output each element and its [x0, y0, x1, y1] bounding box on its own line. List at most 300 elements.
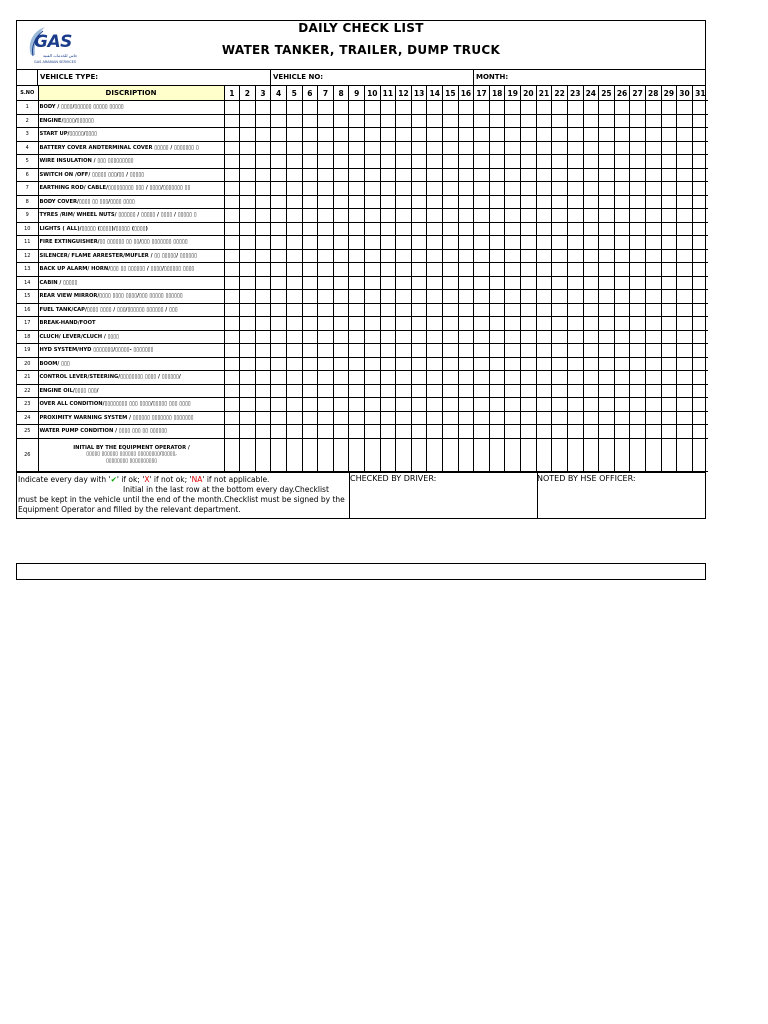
check-cell-day-5[interactable] [286, 371, 302, 385]
check-cell-day-29[interactable] [661, 357, 677, 371]
check-cell-day-28[interactable] [645, 195, 661, 209]
check-cell-day-27[interactable] [630, 317, 646, 331]
check-cell-day-3[interactable] [255, 236, 271, 250]
check-cell-day-31[interactable] [692, 398, 708, 412]
check-cell-day-31[interactable] [692, 303, 708, 317]
check-cell-day-11[interactable] [380, 290, 396, 304]
check-cell-day-1[interactable] [224, 249, 240, 263]
check-cell-day-14[interactable] [427, 155, 443, 169]
check-cell-day-4[interactable] [271, 276, 287, 290]
check-cell-day-22[interactable] [552, 222, 568, 236]
check-cell-day-3[interactable] [255, 290, 271, 304]
check-cell-day-7[interactable] [318, 114, 334, 128]
check-cell-day-24[interactable] [583, 114, 599, 128]
check-cell-day-27[interactable] [630, 384, 646, 398]
check-cell-day-23[interactable] [567, 128, 583, 142]
check-cell-day-10[interactable] [364, 168, 380, 182]
check-cell-day-12[interactable] [396, 263, 412, 277]
check-cell-day-25[interactable] [599, 263, 615, 277]
check-cell-day-5[interactable] [286, 128, 302, 142]
check-cell-day-1[interactable] [224, 155, 240, 169]
check-cell-day-7[interactable] [318, 317, 334, 331]
check-cell-day-29[interactable] [661, 371, 677, 385]
check-cell-day-1[interactable] [224, 317, 240, 331]
check-cell-day-1[interactable] [224, 236, 240, 250]
check-cell-day-11[interactable] [380, 398, 396, 412]
check-cell-day-4[interactable] [271, 195, 287, 209]
check-cell-day-30[interactable] [677, 344, 693, 358]
check-cell-day-25[interactable] [599, 182, 615, 196]
check-cell-day-19[interactable] [505, 371, 521, 385]
check-cell-day-26[interactable] [614, 357, 630, 371]
check-cell-day-31[interactable] [692, 101, 708, 115]
check-cell-day-4[interactable] [271, 344, 287, 358]
check-cell-day-19[interactable] [505, 141, 521, 155]
check-cell-day-5[interactable] [286, 114, 302, 128]
check-cell-day-25[interactable] [599, 317, 615, 331]
check-cell-day-26[interactable] [614, 182, 630, 196]
check-cell-day-29[interactable] [661, 276, 677, 290]
check-cell-day-24[interactable] [583, 195, 599, 209]
check-cell-day-19[interactable] [505, 128, 521, 142]
check-cell-day-26[interactable] [614, 398, 630, 412]
check-cell-day-29[interactable] [661, 236, 677, 250]
check-cell-day-8[interactable] [333, 425, 349, 439]
check-cell-day-26[interactable] [614, 344, 630, 358]
check-cell-day-3[interactable] [255, 101, 271, 115]
check-cell-day-13[interactable] [411, 182, 427, 196]
check-cell-day-27[interactable] [630, 371, 646, 385]
check-cell-day-16[interactable] [458, 249, 474, 263]
check-cell-day-27[interactable] [630, 276, 646, 290]
check-cell-day-10[interactable] [364, 128, 380, 142]
check-cell-day-26[interactable] [614, 411, 630, 425]
check-cell-day-18[interactable] [489, 101, 505, 115]
check-cell-day-20[interactable] [521, 114, 537, 128]
check-cell-day-29[interactable] [661, 101, 677, 115]
check-cell-day-26[interactable] [614, 384, 630, 398]
initial-cell-day-4[interactable] [271, 438, 287, 471]
check-cell-day-25[interactable] [599, 398, 615, 412]
check-cell-day-21[interactable] [536, 303, 552, 317]
check-cell-day-10[interactable] [364, 317, 380, 331]
check-cell-day-8[interactable] [333, 168, 349, 182]
initial-cell-day-19[interactable] [505, 438, 521, 471]
check-cell-day-21[interactable] [536, 182, 552, 196]
check-cell-day-17[interactable] [474, 276, 490, 290]
check-cell-day-6[interactable] [302, 357, 318, 371]
check-cell-day-31[interactable] [692, 411, 708, 425]
check-cell-day-2[interactable] [240, 398, 256, 412]
check-cell-day-15[interactable] [443, 128, 459, 142]
check-cell-day-21[interactable] [536, 290, 552, 304]
check-cell-day-12[interactable] [396, 114, 412, 128]
check-cell-day-14[interactable] [427, 357, 443, 371]
check-cell-day-22[interactable] [552, 168, 568, 182]
check-cell-day-29[interactable] [661, 425, 677, 439]
check-cell-day-18[interactable] [489, 371, 505, 385]
check-cell-day-5[interactable] [286, 168, 302, 182]
check-cell-day-12[interactable] [396, 290, 412, 304]
check-cell-day-14[interactable] [427, 263, 443, 277]
check-cell-day-18[interactable] [489, 411, 505, 425]
check-cell-day-21[interactable] [536, 317, 552, 331]
check-cell-day-2[interactable] [240, 303, 256, 317]
check-cell-day-1[interactable] [224, 398, 240, 412]
check-cell-day-20[interactable] [521, 425, 537, 439]
check-cell-day-12[interactable] [396, 357, 412, 371]
check-cell-day-8[interactable] [333, 303, 349, 317]
check-cell-day-26[interactable] [614, 209, 630, 223]
check-cell-day-29[interactable] [661, 249, 677, 263]
check-cell-day-27[interactable] [630, 236, 646, 250]
check-cell-day-7[interactable] [318, 371, 334, 385]
check-cell-day-16[interactable] [458, 222, 474, 236]
check-cell-day-29[interactable] [661, 317, 677, 331]
check-cell-day-27[interactable] [630, 182, 646, 196]
check-cell-day-25[interactable] [599, 168, 615, 182]
check-cell-day-3[interactable] [255, 276, 271, 290]
check-cell-day-6[interactable] [302, 344, 318, 358]
check-cell-day-22[interactable] [552, 330, 568, 344]
check-cell-day-17[interactable] [474, 263, 490, 277]
check-cell-day-4[interactable] [271, 155, 287, 169]
check-cell-day-10[interactable] [364, 398, 380, 412]
check-cell-day-21[interactable] [536, 236, 552, 250]
check-cell-day-28[interactable] [645, 411, 661, 425]
check-cell-day-30[interactable] [677, 249, 693, 263]
check-cell-day-19[interactable] [505, 209, 521, 223]
check-cell-day-9[interactable] [349, 236, 365, 250]
initial-cell-day-18[interactable] [489, 438, 505, 471]
check-cell-day-6[interactable] [302, 276, 318, 290]
check-cell-day-26[interactable] [614, 168, 630, 182]
check-cell-day-19[interactable] [505, 344, 521, 358]
check-cell-day-24[interactable] [583, 128, 599, 142]
check-cell-day-17[interactable] [474, 249, 490, 263]
check-cell-day-29[interactable] [661, 155, 677, 169]
check-cell-day-7[interactable] [318, 384, 334, 398]
check-cell-day-4[interactable] [271, 303, 287, 317]
check-cell-day-12[interactable] [396, 195, 412, 209]
check-cell-day-15[interactable] [443, 263, 459, 277]
check-cell-day-21[interactable] [536, 141, 552, 155]
check-cell-day-19[interactable] [505, 114, 521, 128]
check-cell-day-3[interactable] [255, 155, 271, 169]
check-cell-day-5[interactable] [286, 398, 302, 412]
check-cell-day-9[interactable] [349, 425, 365, 439]
check-cell-day-30[interactable] [677, 155, 693, 169]
check-cell-day-11[interactable] [380, 425, 396, 439]
check-cell-day-24[interactable] [583, 384, 599, 398]
check-cell-day-27[interactable] [630, 303, 646, 317]
check-cell-day-10[interactable] [364, 425, 380, 439]
check-cell-day-22[interactable] [552, 425, 568, 439]
check-cell-day-5[interactable] [286, 425, 302, 439]
check-cell-day-16[interactable] [458, 398, 474, 412]
check-cell-day-5[interactable] [286, 141, 302, 155]
check-cell-day-23[interactable] [567, 425, 583, 439]
check-cell-day-13[interactable] [411, 384, 427, 398]
check-cell-day-20[interactable] [521, 195, 537, 209]
check-cell-day-23[interactable] [567, 249, 583, 263]
check-cell-day-10[interactable] [364, 344, 380, 358]
check-cell-day-19[interactable] [505, 384, 521, 398]
check-cell-day-22[interactable] [552, 290, 568, 304]
check-cell-day-18[interactable] [489, 384, 505, 398]
check-cell-day-7[interactable] [318, 141, 334, 155]
check-cell-day-29[interactable] [661, 398, 677, 412]
check-cell-day-8[interactable] [333, 398, 349, 412]
check-cell-day-17[interactable] [474, 114, 490, 128]
check-cell-day-31[interactable] [692, 384, 708, 398]
check-cell-day-17[interactable] [474, 303, 490, 317]
check-cell-day-5[interactable] [286, 101, 302, 115]
initial-cell-day-16[interactable] [458, 438, 474, 471]
check-cell-day-5[interactable] [286, 290, 302, 304]
check-cell-day-27[interactable] [630, 114, 646, 128]
check-cell-day-8[interactable] [333, 411, 349, 425]
check-cell-day-30[interactable] [677, 168, 693, 182]
check-cell-day-6[interactable] [302, 290, 318, 304]
check-cell-day-2[interactable] [240, 249, 256, 263]
check-cell-day-20[interactable] [521, 249, 537, 263]
check-cell-day-14[interactable] [427, 114, 443, 128]
check-cell-day-6[interactable] [302, 101, 318, 115]
check-cell-day-22[interactable] [552, 276, 568, 290]
check-cell-day-15[interactable] [443, 398, 459, 412]
check-cell-day-13[interactable] [411, 425, 427, 439]
vehicle-type-field[interactable]: VEHICLE TYPE: [38, 70, 271, 85]
check-cell-day-6[interactable] [302, 195, 318, 209]
check-cell-day-14[interactable] [427, 384, 443, 398]
initial-cell-day-20[interactable] [521, 438, 537, 471]
check-cell-day-14[interactable] [427, 425, 443, 439]
check-cell-day-18[interactable] [489, 357, 505, 371]
check-cell-day-25[interactable] [599, 155, 615, 169]
check-cell-day-18[interactable] [489, 236, 505, 250]
check-cell-day-2[interactable] [240, 101, 256, 115]
check-cell-day-2[interactable] [240, 384, 256, 398]
check-cell-day-23[interactable] [567, 114, 583, 128]
check-cell-day-25[interactable] [599, 101, 615, 115]
check-cell-day-3[interactable] [255, 114, 271, 128]
check-cell-day-22[interactable] [552, 263, 568, 277]
check-cell-day-20[interactable] [521, 222, 537, 236]
check-cell-day-12[interactable] [396, 384, 412, 398]
check-cell-day-7[interactable] [318, 209, 334, 223]
check-cell-day-9[interactable] [349, 263, 365, 277]
check-cell-day-13[interactable] [411, 249, 427, 263]
check-cell-day-16[interactable] [458, 371, 474, 385]
check-cell-day-28[interactable] [645, 114, 661, 128]
initial-cell-day-30[interactable] [677, 438, 693, 471]
check-cell-day-31[interactable] [692, 357, 708, 371]
check-cell-day-14[interactable] [427, 290, 443, 304]
check-cell-day-1[interactable] [224, 222, 240, 236]
check-cell-day-13[interactable] [411, 357, 427, 371]
check-cell-day-2[interactable] [240, 236, 256, 250]
check-cell-day-23[interactable] [567, 344, 583, 358]
check-cell-day-20[interactable] [521, 236, 537, 250]
check-cell-day-31[interactable] [692, 195, 708, 209]
check-cell-day-19[interactable] [505, 168, 521, 182]
check-cell-day-21[interactable] [536, 101, 552, 115]
check-cell-day-27[interactable] [630, 330, 646, 344]
check-cell-day-18[interactable] [489, 344, 505, 358]
check-cell-day-10[interactable] [364, 330, 380, 344]
check-cell-day-26[interactable] [614, 155, 630, 169]
check-cell-day-5[interactable] [286, 222, 302, 236]
check-cell-day-23[interactable] [567, 290, 583, 304]
check-cell-day-24[interactable] [583, 168, 599, 182]
check-cell-day-24[interactable] [583, 357, 599, 371]
check-cell-day-16[interactable] [458, 344, 474, 358]
check-cell-day-29[interactable] [661, 303, 677, 317]
check-cell-day-25[interactable] [599, 249, 615, 263]
initial-cell-day-12[interactable] [396, 438, 412, 471]
check-cell-day-1[interactable] [224, 195, 240, 209]
check-cell-day-13[interactable] [411, 371, 427, 385]
check-cell-day-26[interactable] [614, 425, 630, 439]
check-cell-day-18[interactable] [489, 195, 505, 209]
check-cell-day-8[interactable] [333, 344, 349, 358]
check-cell-day-4[interactable] [271, 330, 287, 344]
check-cell-day-23[interactable] [567, 101, 583, 115]
check-cell-day-1[interactable] [224, 141, 240, 155]
check-cell-day-28[interactable] [645, 344, 661, 358]
check-cell-day-22[interactable] [552, 249, 568, 263]
check-cell-day-18[interactable] [489, 168, 505, 182]
check-cell-day-8[interactable] [333, 195, 349, 209]
check-cell-day-2[interactable] [240, 155, 256, 169]
check-cell-day-17[interactable] [474, 141, 490, 155]
check-cell-day-22[interactable] [552, 101, 568, 115]
check-cell-day-24[interactable] [583, 155, 599, 169]
check-cell-day-8[interactable] [333, 128, 349, 142]
check-cell-day-25[interactable] [599, 141, 615, 155]
check-cell-day-7[interactable] [318, 101, 334, 115]
check-cell-day-3[interactable] [255, 182, 271, 196]
check-cell-day-4[interactable] [271, 290, 287, 304]
check-cell-day-13[interactable] [411, 155, 427, 169]
check-cell-day-28[interactable] [645, 398, 661, 412]
check-cell-day-6[interactable] [302, 425, 318, 439]
check-cell-day-15[interactable] [443, 303, 459, 317]
check-cell-day-5[interactable] [286, 330, 302, 344]
check-cell-day-3[interactable] [255, 195, 271, 209]
check-cell-day-12[interactable] [396, 330, 412, 344]
check-cell-day-14[interactable] [427, 371, 443, 385]
check-cell-day-21[interactable] [536, 371, 552, 385]
check-cell-day-13[interactable] [411, 330, 427, 344]
check-cell-day-25[interactable] [599, 303, 615, 317]
check-cell-day-12[interactable] [396, 371, 412, 385]
check-cell-day-23[interactable] [567, 141, 583, 155]
check-cell-day-29[interactable] [661, 209, 677, 223]
check-cell-day-31[interactable] [692, 155, 708, 169]
check-cell-day-15[interactable] [443, 141, 459, 155]
check-cell-day-31[interactable] [692, 371, 708, 385]
check-cell-day-23[interactable] [567, 276, 583, 290]
check-cell-day-3[interactable] [255, 384, 271, 398]
check-cell-day-20[interactable] [521, 263, 537, 277]
check-cell-day-29[interactable] [661, 263, 677, 277]
check-cell-day-3[interactable] [255, 330, 271, 344]
check-cell-day-12[interactable] [396, 128, 412, 142]
check-cell-day-25[interactable] [599, 330, 615, 344]
check-cell-day-4[interactable] [271, 263, 287, 277]
check-cell-day-27[interactable] [630, 357, 646, 371]
check-cell-day-19[interactable] [505, 357, 521, 371]
check-cell-day-30[interactable] [677, 384, 693, 398]
check-cell-day-28[interactable] [645, 141, 661, 155]
check-cell-day-9[interactable] [349, 357, 365, 371]
check-cell-day-11[interactable] [380, 303, 396, 317]
check-cell-day-8[interactable] [333, 330, 349, 344]
check-cell-day-30[interactable] [677, 195, 693, 209]
check-cell-day-20[interactable] [521, 128, 537, 142]
check-cell-day-15[interactable] [443, 236, 459, 250]
check-cell-day-21[interactable] [536, 209, 552, 223]
check-cell-day-12[interactable] [396, 425, 412, 439]
check-cell-day-7[interactable] [318, 249, 334, 263]
check-cell-day-21[interactable] [536, 384, 552, 398]
check-cell-day-20[interactable] [521, 276, 537, 290]
check-cell-day-19[interactable] [505, 411, 521, 425]
check-cell-day-28[interactable] [645, 155, 661, 169]
check-cell-day-2[interactable] [240, 128, 256, 142]
check-cell-day-15[interactable] [443, 371, 459, 385]
check-cell-day-16[interactable] [458, 209, 474, 223]
check-cell-day-25[interactable] [599, 411, 615, 425]
check-cell-day-17[interactable] [474, 195, 490, 209]
check-cell-day-16[interactable] [458, 276, 474, 290]
check-cell-day-10[interactable] [364, 384, 380, 398]
check-cell-day-28[interactable] [645, 249, 661, 263]
check-cell-day-17[interactable] [474, 317, 490, 331]
check-cell-day-1[interactable] [224, 209, 240, 223]
check-cell-day-17[interactable] [474, 384, 490, 398]
check-cell-day-5[interactable] [286, 384, 302, 398]
check-cell-day-18[interactable] [489, 128, 505, 142]
check-cell-day-29[interactable] [661, 384, 677, 398]
check-cell-day-29[interactable] [661, 330, 677, 344]
check-cell-day-14[interactable] [427, 182, 443, 196]
check-cell-day-18[interactable] [489, 398, 505, 412]
check-cell-day-3[interactable] [255, 209, 271, 223]
check-cell-day-21[interactable] [536, 398, 552, 412]
check-cell-day-9[interactable] [349, 249, 365, 263]
check-cell-day-7[interactable] [318, 357, 334, 371]
check-cell-day-13[interactable] [411, 276, 427, 290]
check-cell-day-16[interactable] [458, 141, 474, 155]
check-cell-day-19[interactable] [505, 182, 521, 196]
check-cell-day-18[interactable] [489, 182, 505, 196]
check-cell-day-4[interactable] [271, 236, 287, 250]
check-cell-day-11[interactable] [380, 222, 396, 236]
check-cell-day-11[interactable] [380, 276, 396, 290]
check-cell-day-11[interactable] [380, 317, 396, 331]
check-cell-day-10[interactable] [364, 357, 380, 371]
check-cell-day-9[interactable] [349, 182, 365, 196]
check-cell-day-29[interactable] [661, 290, 677, 304]
check-cell-day-13[interactable] [411, 114, 427, 128]
check-cell-day-13[interactable] [411, 141, 427, 155]
check-cell-day-26[interactable] [614, 128, 630, 142]
check-cell-day-10[interactable] [364, 276, 380, 290]
check-cell-day-1[interactable] [224, 114, 240, 128]
